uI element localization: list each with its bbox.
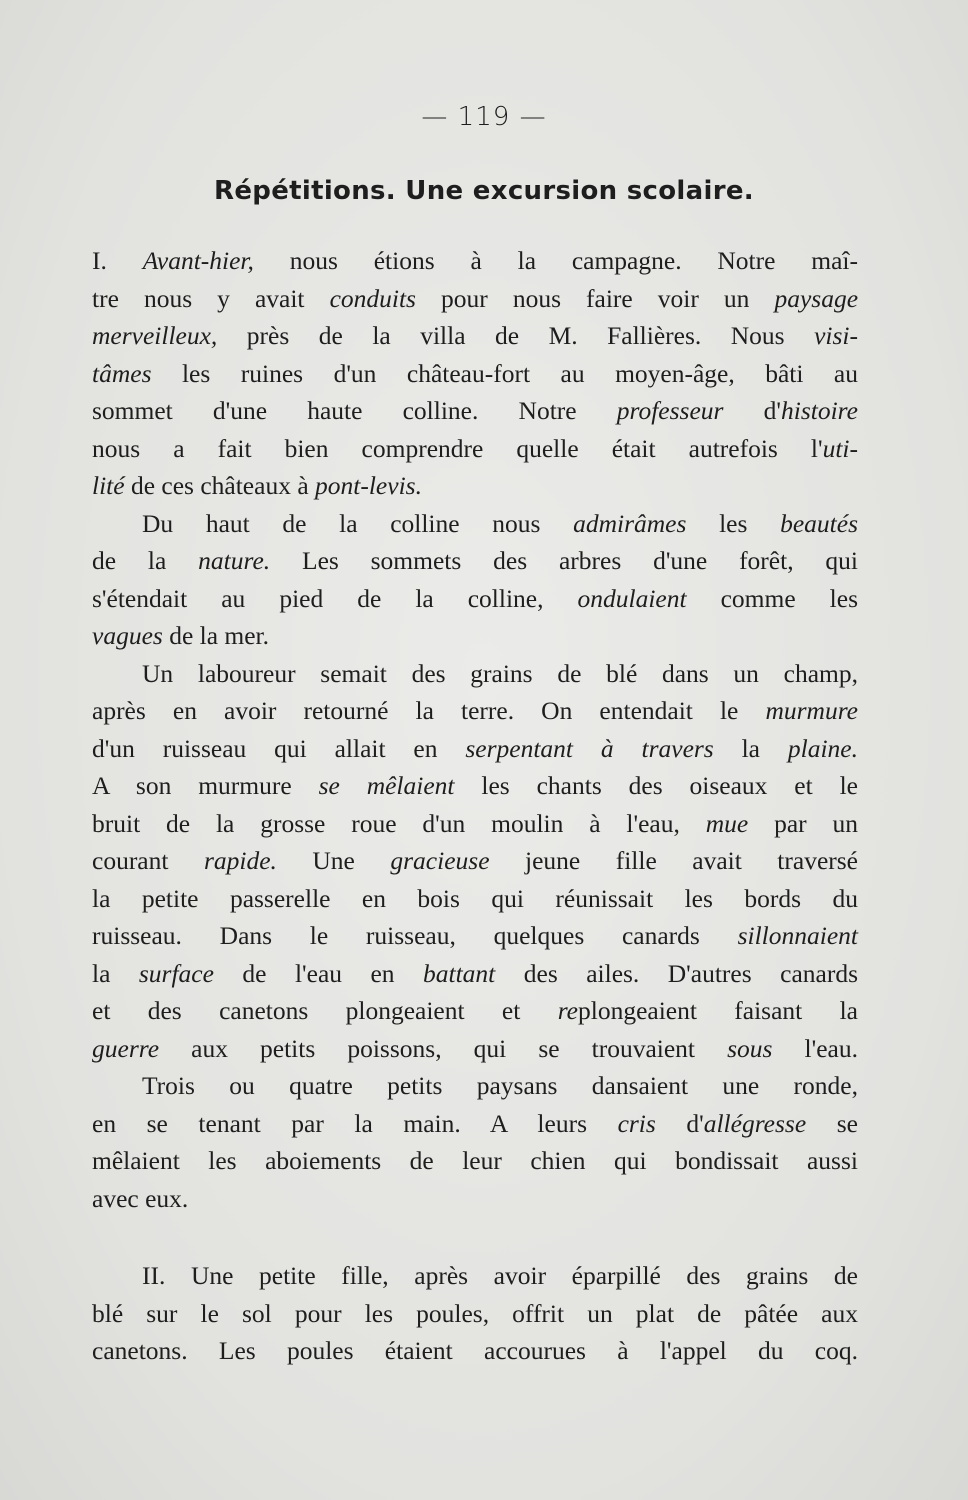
text-line: bruit de la grosse roue d'un moulin à l'eau, mue par un	[92, 808, 858, 838]
text-line: tâmes les ruines d'un château-fort au moyen-âge, bâti au	[92, 358, 858, 388]
text-line: guerre aux petits poissons, qui se trouvaient sous l'eau.	[92, 1033, 858, 1063]
text-line: avec eux.	[92, 1183, 189, 1213]
text-line: vagues de la mer.	[92, 621, 270, 650]
text-line: d'un ruisseau qui allait en serpentant à travers la plaine.	[92, 733, 858, 763]
text-line: et des canetons plongeaient et replongeaient faisant la	[92, 996, 858, 1025]
text-line: A son murmure se mêlaient les chants des oiseaux et le	[92, 771, 858, 800]
text-line: Trois ou quatre petits paysans dansaient une ronde,	[142, 1071, 858, 1100]
text-line: en se tenant par la main. A leurs cris d'allégresse se	[92, 1108, 858, 1138]
text-line: mêlaient les aboiements de leur chien qui bondissait aussi	[92, 1146, 858, 1175]
text-line: I. Avant-hier, nous étions à la campagne. Notre maî-	[92, 246, 859, 275]
text-line: de la nature. Les sommets des arbres d'une forêt, qui	[92, 546, 858, 575]
page-number: — 119 —	[421, 102, 547, 132]
text-line: blé sur le sol pour les poules, offrit un plat de pâtée aux	[92, 1298, 858, 1328]
text-line: ruisseau. Dans le ruisseau, quelques canards sillonnaient	[92, 921, 858, 950]
section-one-text	[92, 242, 858, 1217]
text-line: s'étendait au pied de la colline, ondulaient comme les	[92, 583, 858, 613]
text-line: sommet d'une haute colline. Notre professeur d'histoire	[92, 396, 858, 425]
text-line: merveilleux, près de la villa de M. Fallières. Nous visi-	[92, 321, 858, 350]
text-line: tre nous y avait conduits pour nous faire voir un paysage	[92, 283, 859, 313]
text-line: II. Une petite fille, après avoir éparpillé des grains de	[142, 1261, 858, 1290]
text-line: après en avoir retourné la terre. On entendait le murmure	[92, 696, 858, 725]
text-line: Un laboureur semait des grains de blé dans un champ,	[142, 658, 858, 688]
page-title: Répétitions. Une excursion scolaire.	[214, 176, 754, 206]
text-line: canetons. Les poules étaient accourues à l'appel du coq.	[92, 1336, 858, 1365]
text-line: la petite passerelle en bois qui réunissait les bords du	[92, 883, 858, 913]
text-line: nous a fait bien comprendre quelle était autrefois l'uti-	[92, 433, 858, 463]
section-two-text	[92, 1257, 858, 1370]
text-line: la surface de l'eau en battant des ailes. D'autres canards	[92, 958, 858, 988]
text-line: courant rapide. Une gracieuse jeune fille avait traversé	[92, 846, 858, 875]
text-line: Du haut de la colline nous admirâmes les beautés	[142, 508, 858, 538]
text-line: lité de ces châteaux à pont-levis.	[92, 471, 422, 500]
